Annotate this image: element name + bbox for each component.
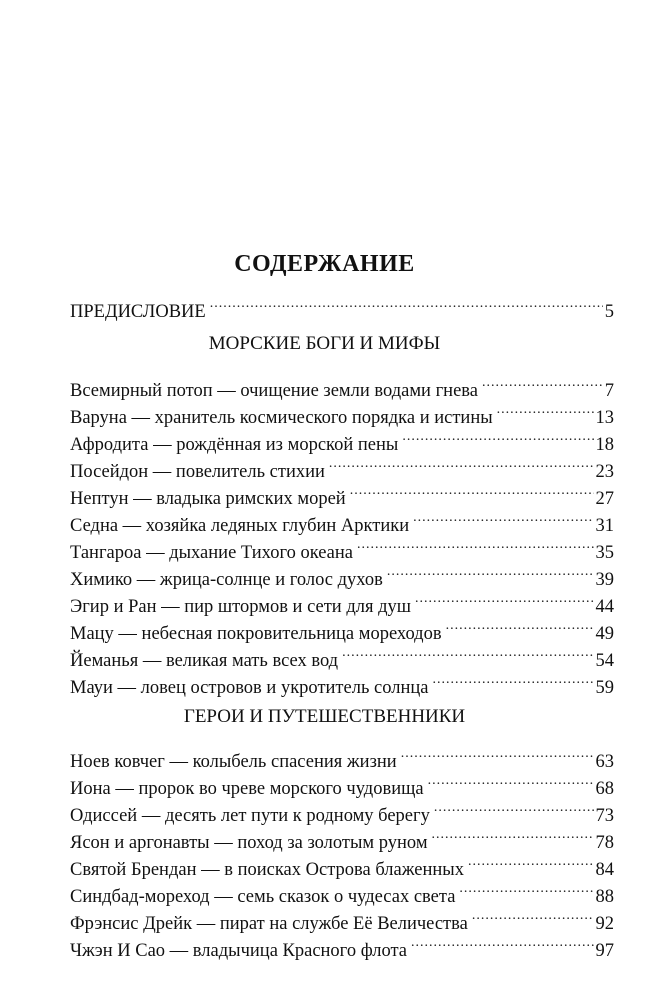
dot-leader xyxy=(428,768,594,794)
toc-entry-title: Афродита — рождённая из морской пены xyxy=(70,435,399,455)
toc-entry-page: 59 xyxy=(595,678,614,698)
toc-entry[interactable] xyxy=(70,613,614,644)
toc-entry[interactable] xyxy=(70,640,614,671)
toc-entry-page: 92 xyxy=(595,914,614,934)
dot-leader xyxy=(432,667,593,693)
dot-leader xyxy=(415,586,593,612)
toc-entry-page: 23 xyxy=(595,462,614,482)
toc-entry-title: Святой Брендан — в поисках Острова блаженных xyxy=(70,860,464,880)
section-heading: МОРСКИЕ БОГИ И МИФЫ xyxy=(208,333,441,354)
dot-leader xyxy=(210,291,603,317)
toc-entry-page: 84 xyxy=(595,860,614,880)
toc-entry-page: 97 xyxy=(595,941,614,961)
toc-entry-title: Тангароа — дыхание Тихого океана xyxy=(70,543,353,563)
toc-entry-page: 35 xyxy=(595,543,614,563)
toc-entry-page: 49 xyxy=(595,624,614,644)
toc-entry[interactable] xyxy=(70,370,614,401)
toc-entry-preface[interactable] xyxy=(70,291,614,322)
toc-entry[interactable] xyxy=(70,586,614,617)
toc-entry[interactable] xyxy=(70,849,614,880)
toc-entry[interactable] xyxy=(70,397,614,428)
dot-leader xyxy=(350,478,594,504)
dot-leader xyxy=(413,505,593,531)
toc-entry[interactable] xyxy=(70,741,614,772)
toc-entry-page: 63 xyxy=(595,752,614,772)
toc-entry[interactable] xyxy=(70,903,614,934)
toc-entry-page: 5 xyxy=(604,302,614,322)
toc-entry-page: 18 xyxy=(595,435,614,455)
toc-entry[interactable] xyxy=(70,559,614,590)
dot-leader xyxy=(459,876,593,902)
toc-entry-page: 68 xyxy=(595,779,614,799)
toc-entry-title: Седна — хозяйка ледяных глубин Арктики xyxy=(70,516,410,536)
toc-entry[interactable] xyxy=(70,505,614,536)
toc-entry-title: Одиссей — десять лет пути к родному берегу xyxy=(70,806,430,826)
dot-leader xyxy=(402,424,593,450)
toc-entry-page: 13 xyxy=(595,408,614,428)
toc-entry[interactable] xyxy=(70,876,614,907)
toc-entry[interactable] xyxy=(70,532,614,563)
toc-entry-page: 73 xyxy=(595,806,614,826)
toc-entry[interactable] xyxy=(70,768,614,799)
toc-entry[interactable] xyxy=(70,478,614,509)
toc-entry-page: 7 xyxy=(604,381,614,401)
toc-entry-page: 88 xyxy=(595,887,614,907)
toc-entry-title: Иона — пророк во чреве морского чудовища xyxy=(70,779,424,799)
dot-leader xyxy=(472,903,594,929)
dot-leader xyxy=(401,741,594,767)
dot-leader xyxy=(434,795,594,821)
dot-leader xyxy=(342,640,593,666)
toc-entry[interactable] xyxy=(70,451,614,482)
toc-entry[interactable] xyxy=(70,822,614,853)
toc-entry-page: 31 xyxy=(595,516,614,536)
toc-entry-title: Ясон и аргонавты — поход за золотым руном xyxy=(70,833,428,853)
toc-entry-page: 54 xyxy=(595,651,614,671)
dot-leader xyxy=(432,822,594,848)
dot-leader xyxy=(387,559,594,585)
toc-entry-title: Синдбад-мореход — семь сказок о чудесах света xyxy=(70,887,456,907)
toc-entry-title: Химико — жрица-солнце и голос духов xyxy=(70,570,383,590)
dot-leader xyxy=(497,397,594,423)
toc-entry[interactable] xyxy=(70,930,614,961)
toc-entry-title: Варуна — хранитель космического порядка и истины xyxy=(70,408,493,428)
toc-entry-title: Ноев ковчег — колыбель спасения жизни xyxy=(70,752,397,772)
toc-entry-page: 27 xyxy=(595,489,614,509)
toc-entry-title: Всемирный потоп — очищение земли водами гнева xyxy=(70,381,478,401)
toc-entry-page: 39 xyxy=(595,570,614,590)
page-title: СОДЕРЖАНИЕ xyxy=(234,251,415,277)
toc-entry-title: Мауи — ловец островов и укротитель солнца xyxy=(70,678,429,698)
dot-leader xyxy=(357,532,594,558)
toc-entry-page: 44 xyxy=(595,597,614,617)
section-heading: ГЕРОИ И ПУТЕШЕСТВЕННИКИ xyxy=(183,706,466,727)
toc-entry[interactable] xyxy=(70,795,614,826)
dot-leader xyxy=(329,451,594,477)
toc-entry-title: Йеманья — великая мать всех вод xyxy=(70,651,339,671)
dot-leader xyxy=(468,849,594,875)
toc-entry-title: Эгир и Ран — пир штормов и сети для душ xyxy=(70,597,412,617)
dot-leader xyxy=(446,613,594,639)
toc-entry-page: 78 xyxy=(595,833,614,853)
toc-entry[interactable] xyxy=(70,424,614,455)
toc-entry-title: Нептун — владыка римских морей xyxy=(70,489,346,509)
toc-entry-title: Посейдон — повелитель стихии xyxy=(70,462,325,482)
dot-leader xyxy=(411,930,594,956)
dot-leader xyxy=(482,370,603,396)
toc-entry-title: Чжэн И Сао — владычица Красного флота xyxy=(70,941,407,961)
toc-entry-title: ПРЕДИСЛОВИЕ xyxy=(70,302,206,322)
toc-entry-title: Мацу — небесная покровительница мореходов xyxy=(70,624,442,644)
toc-entry[interactable] xyxy=(70,667,614,698)
toc-entry-title: Фрэнсис Дрейк — пират на службе Её Величества xyxy=(70,914,468,934)
